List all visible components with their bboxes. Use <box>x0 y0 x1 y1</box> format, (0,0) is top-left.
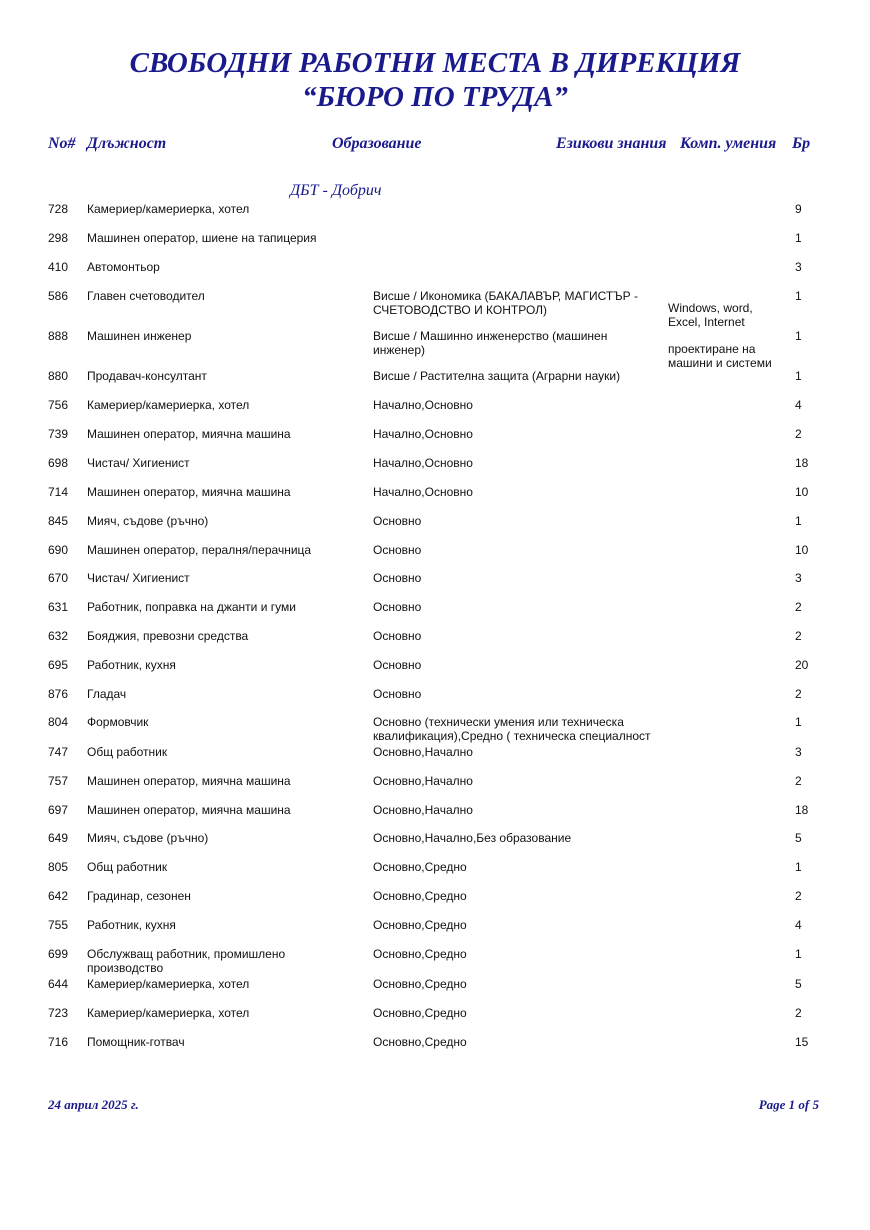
row-education: Основно,Начално,Без образование <box>373 831 572 845</box>
footer-date: 24 април 2025 г. <box>48 1097 139 1112</box>
row-count: 1 <box>795 514 802 528</box>
row-number: 695 <box>48 658 69 672</box>
header-computer-skills: Комп. умения <box>680 135 777 152</box>
row-education: Висше / Икономика (БАКАЛАВЪР, МАГИСТЪР - СЧЕТОВОДСТВО И КОНТРОЛ) <box>373 289 639 317</box>
row-number: 755 <box>48 918 69 932</box>
row-education: Основно <box>373 629 422 643</box>
row-education: Начално,Основно <box>373 485 473 499</box>
row-position: Помощник-готвач <box>87 1035 185 1049</box>
row-position: Камериер/камериерка, хотел <box>87 398 250 412</box>
row-education: Основно <box>373 571 422 585</box>
row-position: Формовчик <box>87 715 149 729</box>
row-count: 4 <box>795 398 802 412</box>
row-number: 714 <box>48 485 69 499</box>
row-count: 1 <box>795 329 802 343</box>
row-count: 1 <box>795 369 802 383</box>
header-education: Образование <box>332 135 422 152</box>
row-position: Мияч, съдове (ръчно) <box>87 514 209 528</box>
row-position: Машинен оператор, миячна машина <box>87 774 291 788</box>
row-count: 1 <box>795 715 802 729</box>
row-count: 2 <box>795 1006 802 1020</box>
row-position: Бояджия, превозни средства <box>87 629 249 643</box>
row-number: 690 <box>48 543 69 557</box>
row-number: 410 <box>48 260 69 274</box>
row-number: 670 <box>48 571 69 585</box>
row-count: 3 <box>795 571 802 585</box>
document-title-line-1: СВОБОДНИ РАБОТНИ МЕСТА В ДИРЕКЦИЯ <box>129 47 741 79</box>
row-number: 728 <box>48 202 69 216</box>
row-count: 10 <box>795 485 809 499</box>
row-position: Чистач/ Хигиенист <box>87 571 190 585</box>
row-count: 2 <box>795 774 802 788</box>
computer-skills-entry: Windows, word, Excel, Internet <box>668 301 753 329</box>
row-education: Начално,Основно <box>373 398 473 412</box>
row-count: 1 <box>795 231 802 245</box>
row-number: 698 <box>48 456 69 470</box>
row-position: Машинен оператор, миячна машина <box>87 803 291 817</box>
row-count: 18 <box>795 803 809 817</box>
row-education: Начално,Основно <box>373 427 473 441</box>
row-position: Гладач <box>87 687 127 701</box>
row-number: 804 <box>48 715 69 729</box>
row-count: 3 <box>795 745 802 759</box>
row-education: Основно <box>373 514 422 528</box>
row-count: 2 <box>795 629 802 643</box>
row-number: 880 <box>48 369 69 383</box>
header-languages: Езикови знания <box>556 135 667 152</box>
computer-skills-entry: проектиране на машини и системи <box>668 342 772 370</box>
row-count: 1 <box>795 947 802 961</box>
document-title-line-2: “БЮРО ПО ТРУДА” <box>302 81 568 113</box>
row-education: Основно <box>373 543 422 557</box>
row-number: 697 <box>48 803 69 817</box>
row-education: Основно <box>373 658 422 672</box>
row-education: Основно <box>373 687 422 701</box>
row-education: Основно,Начално <box>373 745 473 759</box>
row-count: 5 <box>795 831 802 845</box>
row-count: 4 <box>795 918 802 932</box>
row-position: Продавач-консултант <box>87 369 207 383</box>
row-position: Чистач/ Хигиенист <box>87 456 190 470</box>
section-title: ДБТ - Добрич <box>290 182 382 199</box>
row-count: 1 <box>795 289 802 303</box>
row-count: 5 <box>795 977 802 991</box>
row-count: 3 <box>795 260 802 274</box>
row-position: Работник, кухня <box>87 918 176 932</box>
row-number: 644 <box>48 977 69 991</box>
row-position: Камериер/камериерка, хотел <box>87 1006 250 1020</box>
row-number: 805 <box>48 860 69 874</box>
row-number: 631 <box>48 600 69 614</box>
row-count: 15 <box>795 1035 809 1049</box>
row-position: Машинен оператор, миячна машина <box>87 427 291 441</box>
row-position: Градинар, сезонен <box>87 889 191 903</box>
row-education: Основно,Средно <box>373 977 467 991</box>
row-position: Главен счетоводител <box>87 289 205 303</box>
row-education: Основно,Средно <box>373 889 467 903</box>
row-position: Мияч, съдове (ръчно) <box>87 831 209 845</box>
header-no: No# <box>48 135 76 152</box>
row-education: Основно,Средно <box>373 918 467 932</box>
row-position: Машинен оператор, пералня/перачница <box>87 543 312 557</box>
row-number: 845 <box>48 514 69 528</box>
header-count: Бр <box>792 135 811 152</box>
row-count: 10 <box>795 543 809 557</box>
row-number: 642 <box>48 889 69 903</box>
row-count: 18 <box>795 456 809 470</box>
row-position: Работник, кухня <box>87 658 176 672</box>
row-count: 2 <box>795 889 802 903</box>
row-education: Основно,Средно <box>373 860 467 874</box>
row-education: Основно,Начално <box>373 774 473 788</box>
row-number: 888 <box>48 329 69 343</box>
row-count: 2 <box>795 427 802 441</box>
row-number: 716 <box>48 1035 69 1049</box>
row-position: Камериер/камериерка, хотел <box>87 202 250 216</box>
row-number: 699 <box>48 947 69 961</box>
row-count: 9 <box>795 202 802 216</box>
row-number: 876 <box>48 687 69 701</box>
row-number: 747 <box>48 745 69 759</box>
row-position: Машинен оператор, шиене на тапицерия <box>87 231 317 245</box>
row-position: Машинен инженер <box>87 329 192 343</box>
row-number: 756 <box>48 398 69 412</box>
row-education: Висше / Машинно инженерство (машинен инженер) <box>373 329 608 357</box>
footer-page-number: Page 1 of 5 <box>758 1097 819 1112</box>
row-count: 2 <box>795 687 802 701</box>
row-number: 632 <box>48 629 69 643</box>
row-number: 723 <box>48 1006 69 1020</box>
row-education: Основно,Начално <box>373 803 473 817</box>
row-position: Общ работник <box>87 860 168 874</box>
row-count: 2 <box>795 600 802 614</box>
row-education: Основно (технически умения или техническа квалификация),Средно ( техническа специалност <box>373 715 651 743</box>
row-position: Машинен оператор, миячна машина <box>87 485 291 499</box>
row-position: Камериер/камериерка, хотел <box>87 977 250 991</box>
row-education: Основно,Средно <box>373 1035 467 1049</box>
row-number: 739 <box>48 427 69 441</box>
row-education: Начално,Основно <box>373 456 473 470</box>
row-position: Работник, поправка на джанти и гуми <box>87 600 296 614</box>
row-position: Автомонтьор <box>87 260 160 274</box>
row-number: 649 <box>48 831 69 845</box>
row-position: Общ работник <box>87 745 168 759</box>
row-number: 298 <box>48 231 69 245</box>
row-education: Основно,Средно <box>373 1006 467 1020</box>
row-number: 757 <box>48 774 69 788</box>
row-education: Основно <box>373 600 422 614</box>
row-education: Основно,Средно <box>373 947 467 961</box>
row-count: 1 <box>795 860 802 874</box>
row-count: 20 <box>795 658 809 672</box>
row-education: Висше / Растителна защита (Аграрни науки) <box>373 369 621 383</box>
header-position: Длъжност <box>87 135 167 152</box>
row-number: 586 <box>48 289 69 303</box>
row-position: Обслужващ работник, промишлено производство <box>87 947 286 975</box>
